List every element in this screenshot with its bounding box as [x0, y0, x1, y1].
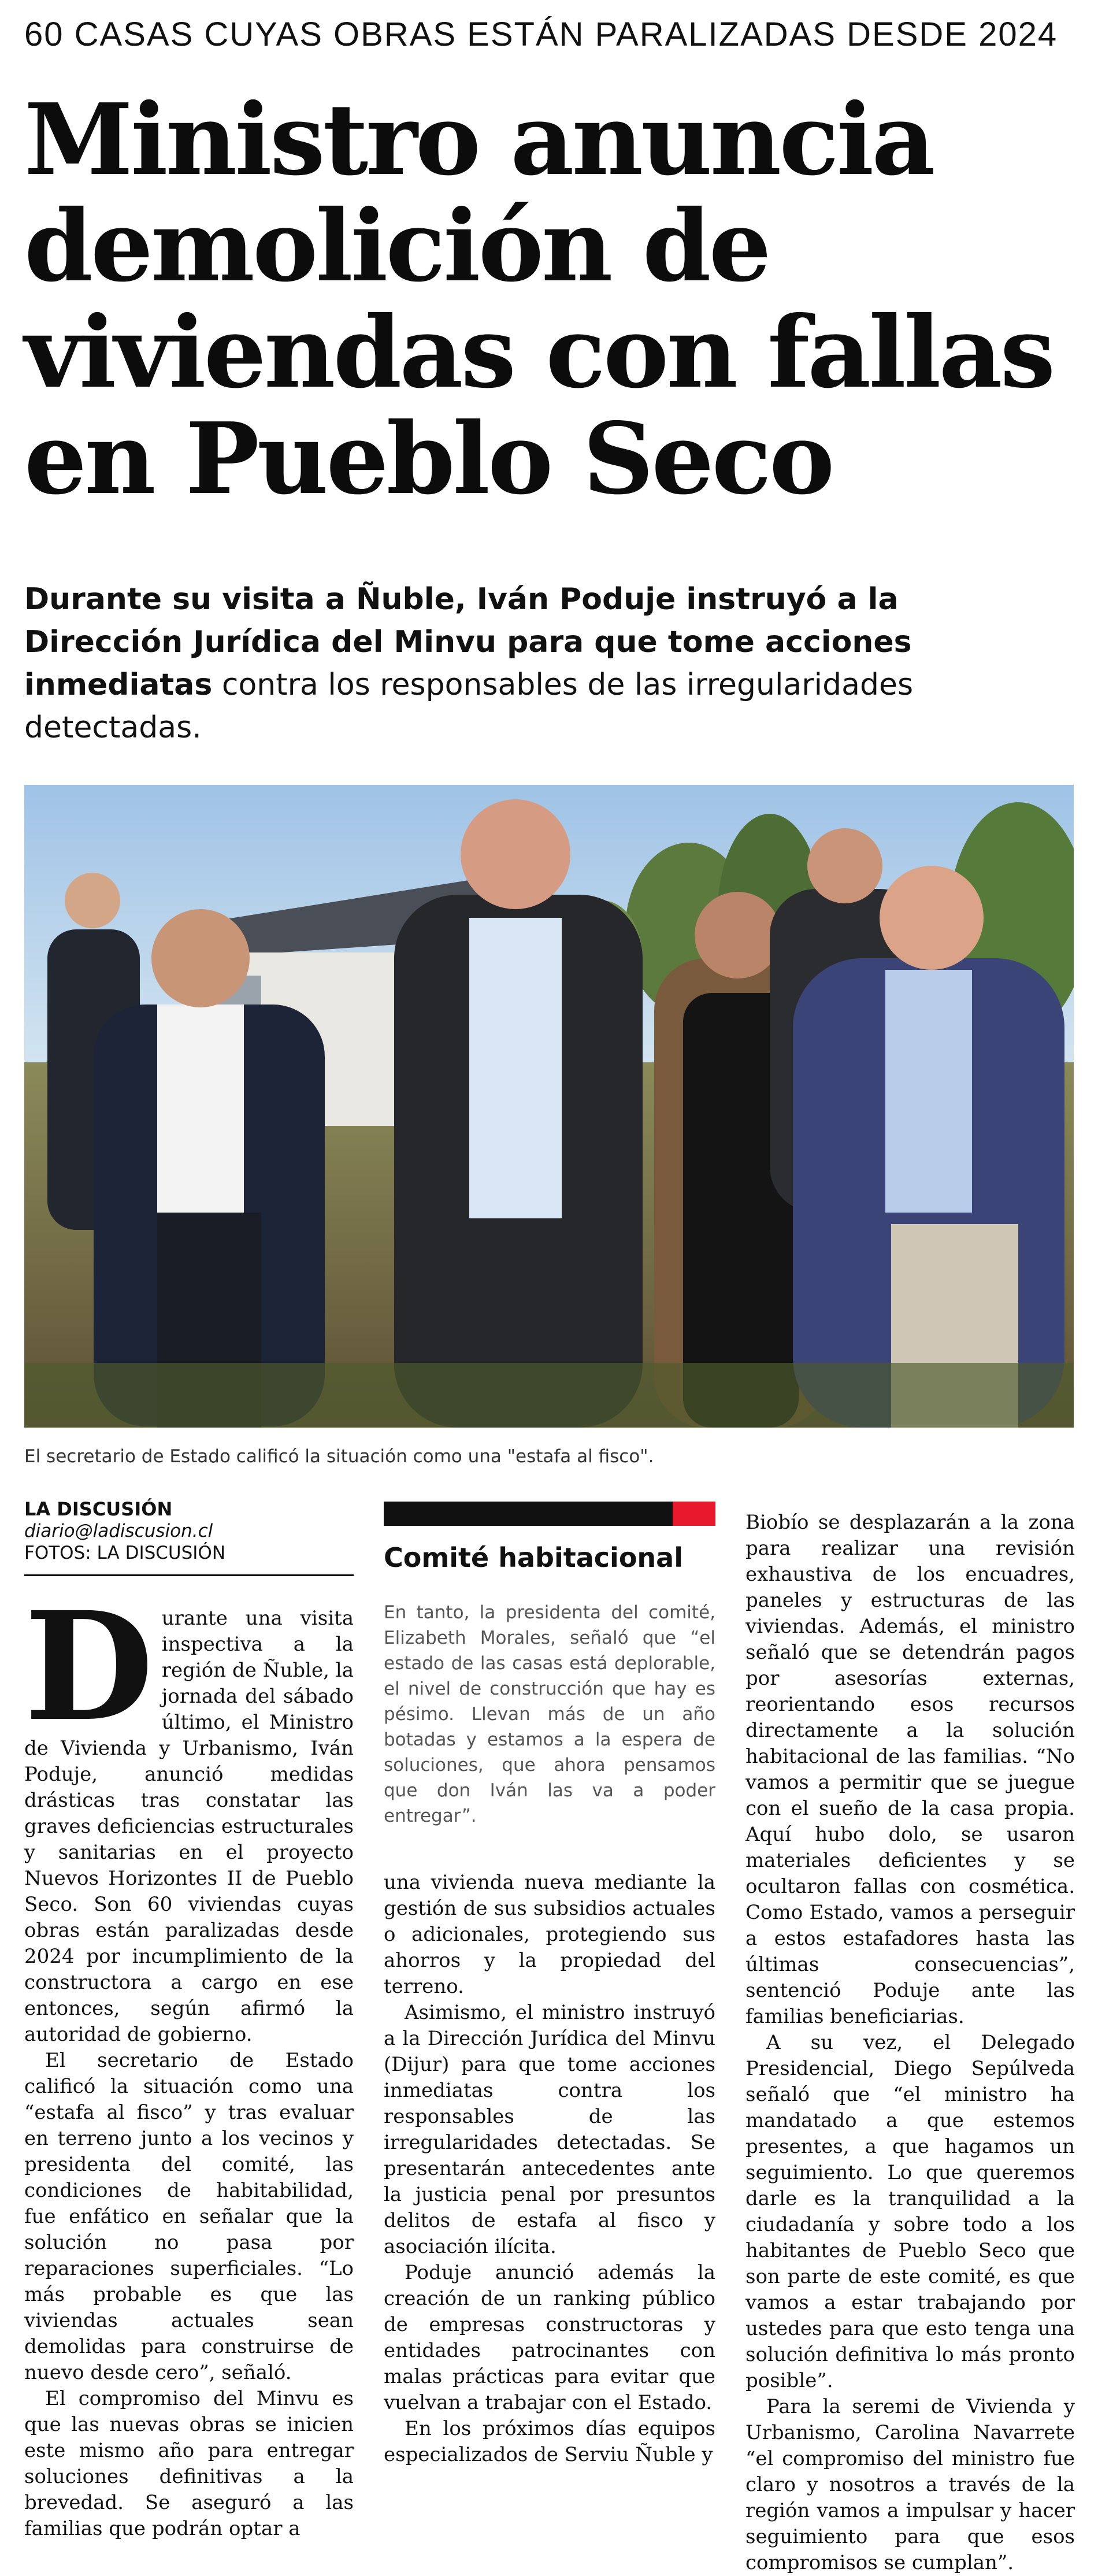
paragraph: Biobío se desplazarán a la zona para realizar una revisión exhaustiva de los encuadres, paneles y estructuras de las viviendas. Además, el ministro señaló que se detendrán pagos por asesorías externas, reorientando esos recursos directamente a la solución habitacional de las familias. “No vamos a permitir que se juegue con el sueño de la casa propia. Aquí hubo dolo, se usaron materiales deficientes y se ocultaron fallas con cosmética. Como Estado, vamos a perseguir a estos estafadores hasta las últimas consecuencias”, sentenció Poduje ante las familias beneficiarias. — [745, 1511, 1075, 2028]
article-column-2 — [384, 1870, 715, 2468]
deck-regular: contra los responsables de las irregularidades detectadas. — [24, 668, 914, 745]
headline: Ministro anuncia demolición de viviendas con fallas en Pueblo Seco — [24, 82, 1054, 517]
drop-cap: D — [24, 1579, 154, 1754]
deck — [24, 578, 1064, 749]
news-photo — [24, 785, 1074, 1428]
paragraph: Poduje anunció además la creación de un ranking público de empresas constructoras y entidades patrocinantes con malas prácticas para evitar que vuelvan a trabajar con el Estado. — [384, 2261, 715, 2414]
photo-illustration — [24, 785, 1074, 1428]
paragraph: urante una visita inspectiva a la región de Ñuble, la jornada del sábado último, el Ministro de Vivienda y Urbanismo, Iván Poduje, anunció medidas drásticas tras constatar las graves deficiencias estructurales y sanitarias en el proyecto Nuevos Horizontes II de Pueblo Seco. Son 60 viviendas cuyas obras están paralizadas desde 2024 por incumplimiento de la constructora a cargo en ese entonces, según afirmó la autoridad de gobierno. — [24, 1607, 354, 2046]
byline-rule — [24, 1574, 354, 1576]
byline-source: LA DISCUSIÓN — [24, 1498, 173, 1520]
paragraph: El secretario de Estado calificó la situación como una “estafa al fisco” y tras evaluar en terreno junto a los vecinos y presidenta del comité, las condiciones de habitabilidad, fue enfático en señalar que la solución no pasa por reparaciones superficiales. “Lo más probable es que las viviendas actuales sean demolidas para construirse de nuevo desde cero”, señaló. — [24, 2049, 354, 2384]
byline-email[interactable]: diario@ladiscusion.cl — [24, 1521, 213, 1541]
paragraph: A su vez, el Delegado Presidencial, Diego Sepúlveda señaló que “el ministro ha mandatado a que estemos presentes, a que hagamos un seguimiento. Lo que queremos darle es la tranquilidad a la ciudadanía y sobre todo a los habitantes de Pueblo Seco que son parte de este comité, es que vamos a estar trabajando por ustedes para que esto tenga una solución definitiva lo más pronto posible”. — [745, 2031, 1075, 2392]
paragraph: Asimismo, el ministro instruyó a la Dirección Jurídica del Minvu (Dijur) para que tome acciones inmediatas contra los responsables de las irregularidades detectadas. Se presentarán antecedentes ante la justicia penal por presuntos delitos de estafa al fisco y asociación ilícita. — [384, 2001, 715, 2258]
box-bar-red — [673, 1502, 715, 1526]
byline-photos: FOTOS: LA DISCUSIÓN — [24, 1543, 226, 1563]
box-title: Comité habitacional — [384, 1542, 683, 1573]
box-bar-black — [384, 1502, 673, 1526]
paragraph: El compromiso del Minvu es que las nuevas obras se inicien este mismo año para entregar soluciones definitivas a la brevedad. Se aseguró a las familias que podrán optar a — [24, 2387, 354, 2540]
byline — [24, 1498, 354, 1576]
paragraph: una vivienda nueva mediante la gestión de sus subsidios actuales o adicionales, protegiendo sus ahorros y la propiedad del terreno. — [384, 1871, 715, 1998]
photo-caption: El secretario de Estado calificó la situación como una "estafa al fisco". — [24, 1446, 654, 1467]
deck-bold: Durante su visita a Ñuble, Iván Poduje instruyó a la Dirección Jurídica del Minvu para que tome acciones inmediatas — [24, 582, 912, 702]
article-column-3 — [745, 1510, 1075, 2576]
kicker: 60 CASAS CUYAS OBRAS ESTÁN PARALIZADAS DESDE 2024 — [24, 16, 1058, 53]
article-column-1 — [24, 1579, 354, 2542]
box-text: En tanto, la presidenta del comité, Elizabeth Morales, señaló que “el estado de las casas está deplorable, el nivel de construcción que hay es pésimo. Llevan más de un año botadas y estamos a la espera de soluciones, que ahora pensamos que don Iván las va a poder entregar”. — [384, 1602, 715, 1826]
paragraph: Para la seremi de Vivienda y Urbanismo, Carolina Navarrete “el compromiso del ministro fue claro y nosotros a través de la región vamos a impulsar y hacer seguimiento para que esos compromisos se cumplan”. — [745, 2395, 1075, 2574]
paragraph: En los próximos días equipos especializados de Serviu Ñuble y — [384, 2417, 715, 2466]
